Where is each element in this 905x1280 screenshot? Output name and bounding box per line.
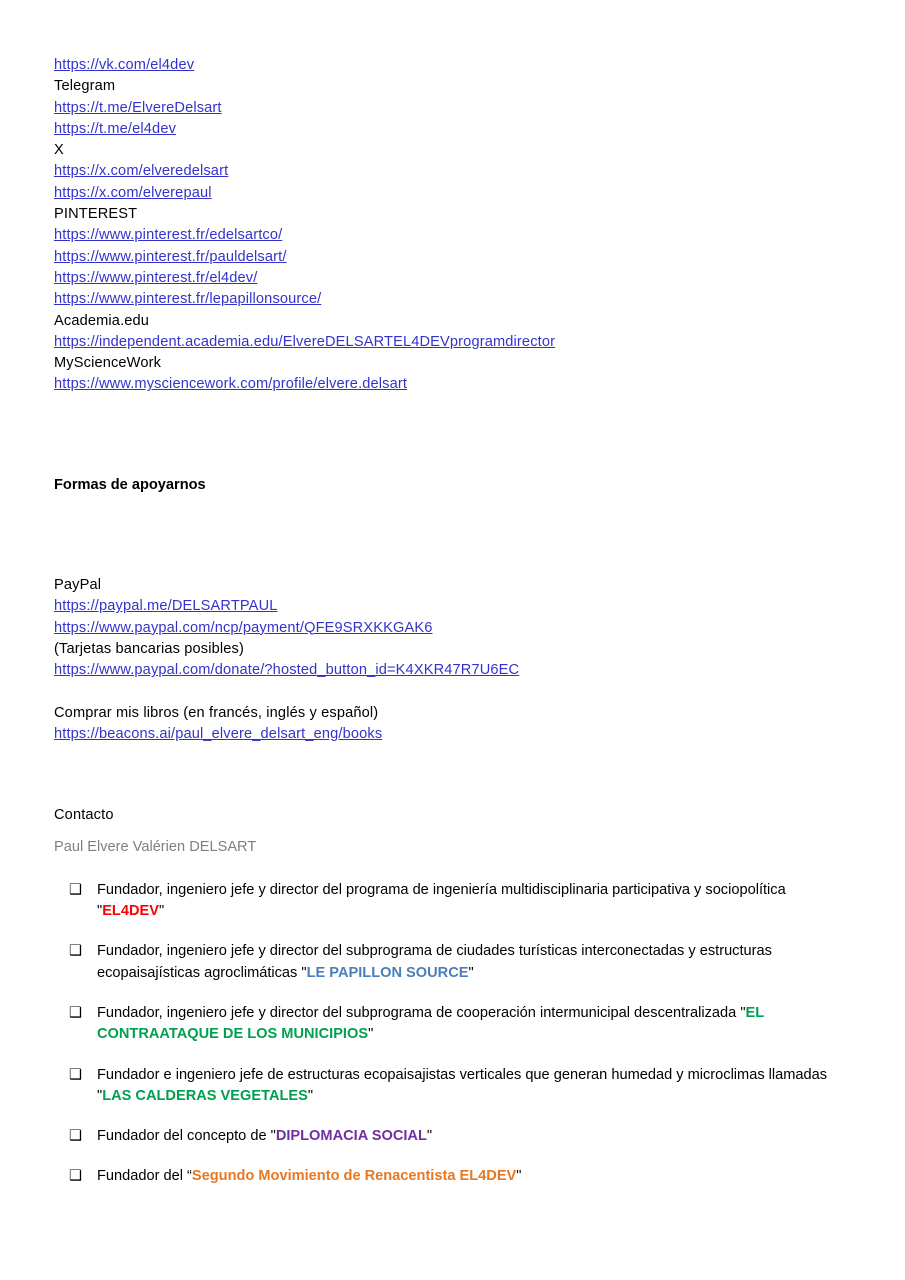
bullet-square-icon: ❑ <box>69 881 83 898</box>
document-text-line: PINTEREST <box>54 206 138 223</box>
bullet-square-icon: ❑ <box>69 1004 83 1021</box>
role-list-item <box>54 880 854 923</box>
role-text-prefix: Fundador del concepto de " <box>97 1128 276 1145</box>
support-heading: Formas de apoyarnos <box>54 476 206 493</box>
spacer <box>54 496 854 575</box>
role-text-suffix: " <box>516 1168 522 1185</box>
document-text-line: (Tarjetas bancarias posibles) <box>54 640 244 657</box>
document-link[interactable]: https://x.com/elveredelsart <box>54 163 229 180</box>
document-content <box>54 55 854 1207</box>
role-highlight: EL4DEV <box>102 903 159 920</box>
document-text-line: MyScienceWork <box>54 355 162 372</box>
role-text-suffix: " <box>307 1087 314 1104</box>
paypal-block <box>54 575 854 681</box>
role-highlight: DIPLOMACIA SOCIAL <box>275 1128 427 1145</box>
document-link[interactable]: https://t.me/el4dev <box>54 120 177 137</box>
role-text-prefix: Fundador, ingeniero jefe y director del subprograma de ciudades turísticas interconectadas y estructuras ecopaisajísticas agroclimáticas " <box>97 943 772 981</box>
role-text-suffix: " <box>368 1026 374 1043</box>
spacer <box>54 745 854 805</box>
document-text-line: PayPal <box>54 577 102 594</box>
role-text-prefix: Fundador del “ <box>97 1168 192 1185</box>
document-link[interactable]: https://www.paypal.com/donate/?hosted_button_id=K4XKR47R7U6EC <box>54 662 520 679</box>
role-list-item <box>54 1166 854 1187</box>
bullet-square-icon: ❑ <box>69 1066 83 1083</box>
document-text-line: Comprar mis libros (en francés, inglés y español) <box>54 704 379 721</box>
document-link[interactable]: https://vk.com/el4dev <box>54 57 195 73</box>
role-text-prefix: Fundador e ingeniero jefe de estructuras ecopaisajistas verticales que generan humedad y microclimas llamadas " <box>97 1066 828 1104</box>
document-link[interactable]: https://www.pinterest.fr/el4dev/ <box>54 269 258 286</box>
role-text-suffix: " <box>426 1128 433 1145</box>
role-list-item <box>54 1003 854 1046</box>
document-text-line: Telegram <box>54 78 116 95</box>
role-text-suffix: " <box>468 964 474 981</box>
document-link[interactable]: https://paypal.me/DELSARTPAUL <box>54 598 278 615</box>
bullet-square-icon: ❑ <box>69 1128 83 1145</box>
role-text <box>97 1005 764 1042</box>
role-text <box>97 1067 827 1104</box>
books-block <box>54 703 854 746</box>
role-text <box>97 1128 432 1144</box>
contact-label: Contacto <box>54 807 114 824</box>
role-text <box>97 882 786 919</box>
role-text <box>97 1168 521 1184</box>
bullet-square-icon: ❑ <box>69 1168 83 1185</box>
contact-name: Paul Elvere Valérien DELSART <box>54 839 257 856</box>
document-link[interactable]: https://beacons.ai/paul_elvere_delsart_eng/books <box>54 725 383 742</box>
social-links-block <box>54 55 854 396</box>
document-link[interactable]: https://www.mysciencework.com/profile/elvere.delsart <box>54 376 408 393</box>
role-highlight: LAS CALDERAS VEGETALES <box>102 1087 308 1104</box>
role-list-item <box>54 1065 854 1108</box>
document-link[interactable]: https://www.pinterest.fr/lepapillonsource/ <box>54 291 322 308</box>
spacer <box>54 826 854 837</box>
bullet-square-icon: ❑ <box>69 943 83 960</box>
document-link[interactable]: https://independent.academia.edu/ElvereDELSARTEL4DEVprogramdirector <box>54 333 556 350</box>
role-list-item <box>54 1126 854 1147</box>
role-text <box>97 943 772 980</box>
spacer <box>54 396 854 475</box>
document-link[interactable]: https://www.pinterest.fr/edelsartco/ <box>54 227 283 244</box>
role-text-suffix: " <box>158 903 165 920</box>
role-highlight: LE PAPILLON SOURCE <box>306 964 469 981</box>
spacer <box>54 682 854 703</box>
document-link[interactable]: https://t.me/ElvereDelsart <box>54 99 222 116</box>
role-text-prefix: Fundador, ingeniero jefe y director del programa de ingeniería multidisciplinaria participativa y sociopolítica " <box>97 881 786 920</box>
document-link[interactable]: https://x.com/elverepaul <box>54 184 212 201</box>
spacer <box>54 859 854 880</box>
document-text-line: Academia.edu <box>54 312 150 329</box>
roles-list <box>54 880 854 1188</box>
role-list-item <box>54 941 854 984</box>
role-highlight: EL CONTRAATAQUE DE LOS MUNICIPIOS <box>97 1004 764 1043</box>
document-text-line: X <box>54 142 64 159</box>
document-link[interactable]: https://www.pinterest.fr/pauldelsart/ <box>54 248 287 265</box>
document-link[interactable]: https://www.paypal.com/ncp/payment/QFE9SRXKKGAK6 <box>54 619 433 636</box>
role-highlight: Segundo Movimiento de Renacentista EL4DEV <box>191 1168 517 1185</box>
role-text-prefix: Fundador, ingeniero jefe y director del subprograma de cooperación intermunicipal descentralizada " <box>97 1004 746 1021</box>
